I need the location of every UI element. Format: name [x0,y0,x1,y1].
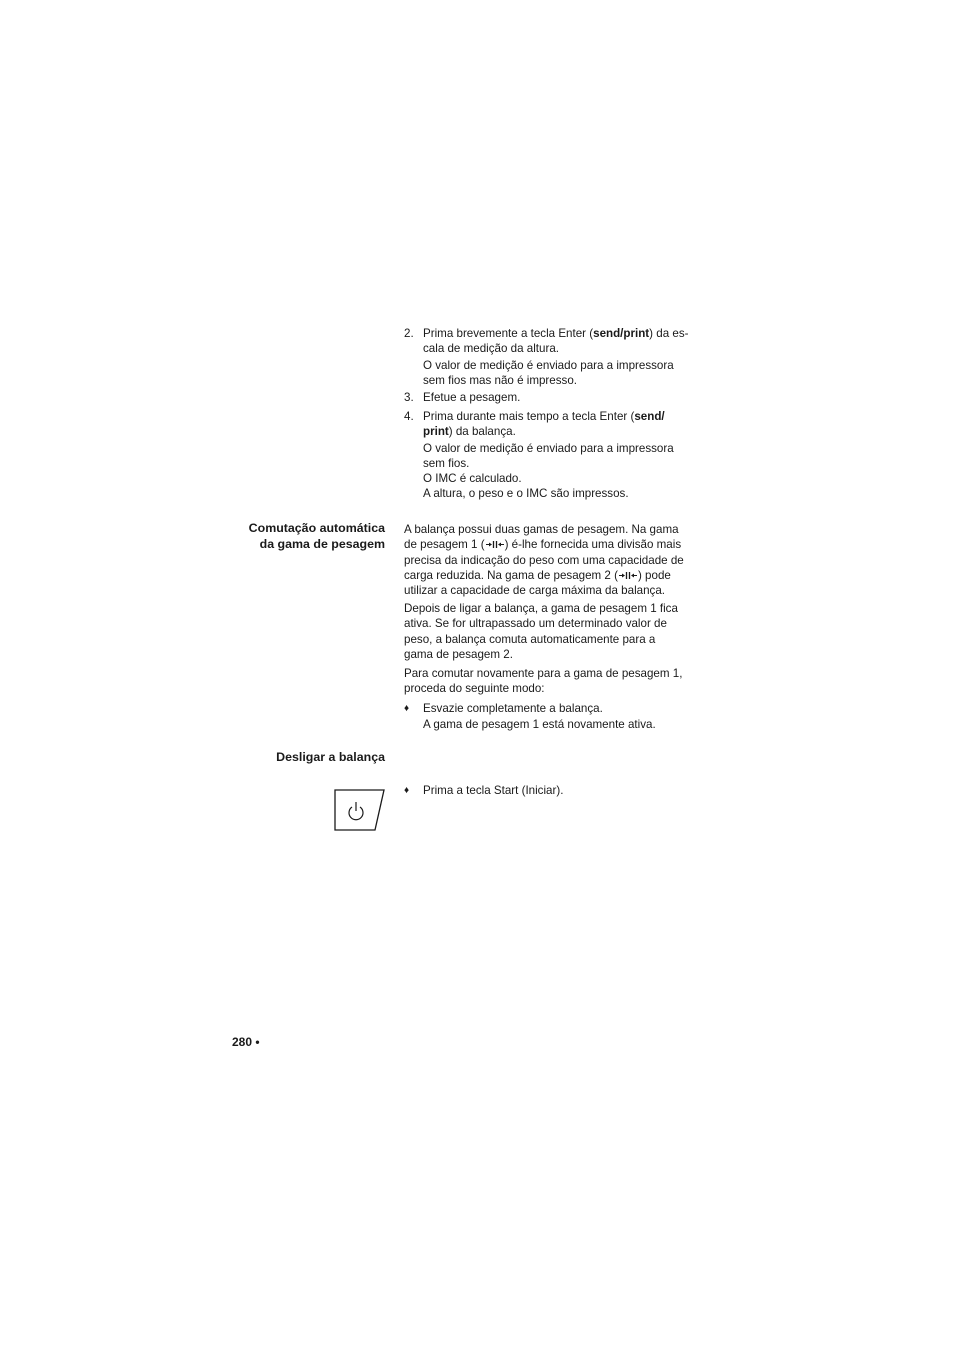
paragraph-return: Para comutar novamente para a gama de pesagem 1, proceda do seguinte modo: [404,667,683,696]
bullet-press-start [404,783,696,798]
weighing-range-icon [485,540,505,549]
bullet-result: A gama de pesagem 1 está novamente ativa. [423,718,656,732]
page-number: 280 • [232,1035,260,1049]
section-heading-auto-range: Comutação automática da gama de pesagem [248,521,385,551]
section-heading-switch-off: Desligar a balança [276,750,385,764]
weighing-range-icon [618,571,638,580]
bullet-text: Prima a tecla Start (Iniciar). [423,784,564,797]
step-4 [404,409,694,502]
step-2 [404,326,694,388]
step-result: O valor de medição é enviado para a impressora [423,358,674,372]
bullet-empty-scale [404,701,696,733]
bullet-diamond-icon: ♦ [404,703,410,714]
paragraph-ranges: A balança possui duas gamas de pesagem. Na gama de pesagem 1 ( ) é-lhe fornecida uma divisão mais precisa da indicação do peso com uma capacidade de carga reduzida. Na gama de pesagem 2 ( ) pode utilizar a capacidade de carga máxima da balança. [404,523,684,598]
step-number: 4. [404,410,414,423]
step-text: Prima brevemente a tecla Enter (send/print) da es- [423,327,689,340]
step-text: Prima durante mais tempo a tecla Enter (send/ [423,410,665,423]
step-3 [404,390,694,405]
step-result: sem fios mas não é impresso. [423,373,577,387]
step-number: 3. [404,391,414,404]
step-result: O IMC é calculado. [423,472,522,486]
step-number: 2. [404,327,414,340]
step-result: sem fios. [423,456,470,470]
step-result: O valor de medição é enviado para a impressora [423,441,674,455]
step-text-cont: print) da balança. [423,425,516,439]
step-text: Efetue a pesagem. [423,391,521,404]
power-key-icon [334,789,386,832]
bullet-text: Esvazie completamente a balança. [423,702,603,715]
paragraph-switching: Depois de ligar a balança, a gama de pesagem 1 fica ativa. Se for ultrapassado um determinado valor de peso, a balança comuta automaticamente para a gama de pesagem 2. [404,602,678,661]
bullet-diamond-icon: ♦ [404,785,410,796]
step-text-cont: cala de medição da altura. [423,342,559,356]
step-result: A altura, o peso e o IMC são impressos. [423,487,629,501]
